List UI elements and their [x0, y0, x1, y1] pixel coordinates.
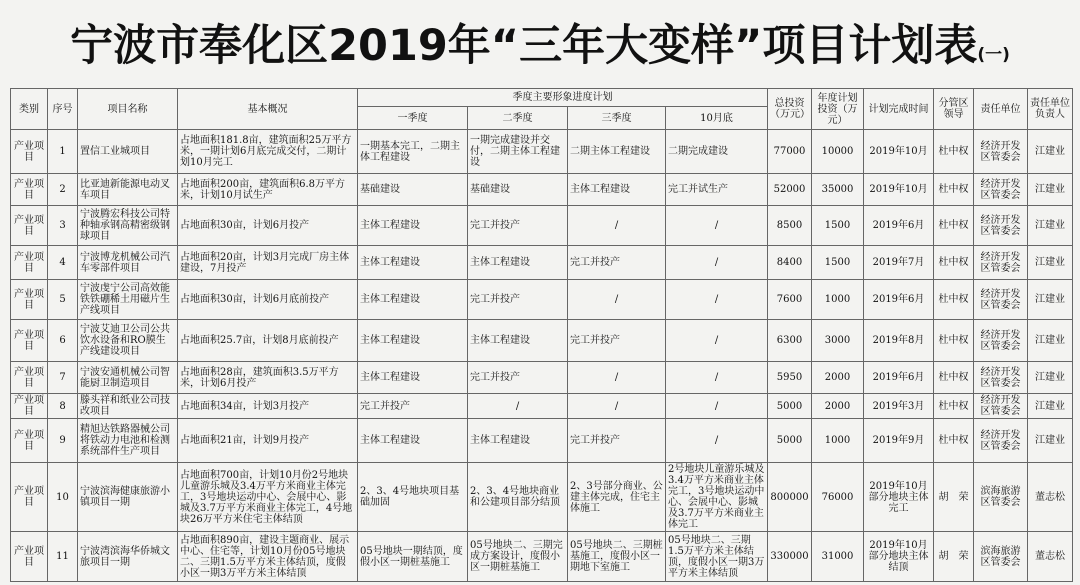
cell-total: 6300 [768, 320, 812, 362]
cell-completion: 2019年6月 [864, 206, 934, 246]
cell-oct: / [666, 246, 768, 280]
header-leader: 分管区领导 [934, 89, 974, 130]
table-row [11, 320, 1073, 362]
cell-unit: 经济开发区管委会 [974, 320, 1028, 362]
title-text: 宁波市奉化区2019年“三年大变样”项目计划表 [70, 20, 978, 71]
cell-completion: 2019年9月 [864, 419, 934, 463]
cell-unit: 经济开发区管委会 [974, 280, 1028, 320]
header-person: 责任单位负责人 [1028, 89, 1073, 130]
cell-q1: 主体工程建设 [358, 362, 468, 394]
cell-index: 8 [48, 394, 78, 419]
page-title-bar [0, 0, 1080, 84]
cell-person: 江建业 [1028, 394, 1073, 419]
cell-oct: / [666, 206, 768, 246]
cell-oct: / [666, 320, 768, 362]
header-q1: 一季度 [358, 107, 468, 130]
cell-person: 江建业 [1028, 130, 1073, 174]
cell-name: 精旭达铁路器械公司将铁动力电池和检测系统部件生产项目 [78, 419, 178, 463]
cell-person: 董志松 [1028, 463, 1073, 532]
cell-q3: / [568, 362, 666, 394]
cell-person: 江建业 [1028, 280, 1073, 320]
cell-q3: / [568, 280, 666, 320]
header-category: 类别 [11, 89, 48, 130]
cell-person: 江建业 [1028, 419, 1073, 463]
cell-leader: 杜中权 [934, 206, 974, 246]
cell-person: 江建业 [1028, 362, 1073, 394]
cell-completion: 2019年8月 [864, 320, 934, 362]
cell-person: 江建业 [1028, 174, 1073, 206]
cell-overview: 占地面积34亩，计划3月投产 [178, 394, 358, 419]
cell-q1: 主体工程建设 [358, 206, 468, 246]
cell-category: 产业项目 [11, 463, 48, 532]
header-oct: 10月底 [666, 107, 768, 130]
cell-overview: 占地面积21亩，计划9月投产 [178, 419, 358, 463]
cell-overview: 占地面积181.8亩，建筑面积25万平方米，一期计划6月底完成交付，二期计划10月完工 [178, 130, 358, 174]
cell-leader: 杜中权 [934, 362, 974, 394]
header-progress-group: 季度主要形象进度计划 [358, 89, 768, 107]
cell-overview: 占地面积30亩，计划6月底前投产 [178, 280, 358, 320]
cell-q2: / [468, 394, 568, 419]
cell-total: 77000 [768, 130, 812, 174]
cell-q3: 主体工程建设 [568, 174, 666, 206]
cell-completion: 2019年10月部分地块主体结顶 [864, 532, 934, 582]
cell-q1: 主体工程建设 [358, 419, 468, 463]
cell-category: 产业项目 [11, 419, 48, 463]
cell-q3: 完工并投产 [568, 419, 666, 463]
cell-unit: 经济开发区管委会 [974, 246, 1028, 280]
cell-q3: / [568, 394, 666, 419]
cell-q1: 完工并投产 [358, 394, 468, 419]
cell-name: 滕头祥和纸业公司技改项目 [78, 394, 178, 419]
cell-q3: 完工并投产 [568, 246, 666, 280]
cell-index: 9 [48, 419, 78, 463]
cell-completion: 2019年7月 [864, 246, 934, 280]
cell-annual: 1500 [812, 246, 864, 280]
cell-completion: 2019年10月部分地块主体完工 [864, 463, 934, 532]
header-annual: 年度计划投资（万元） [812, 89, 864, 130]
cell-name: 宁波虔宁公司高效能铁铁硼稀土用磁片生产线项目 [78, 280, 178, 320]
cell-category: 产业项目 [11, 532, 48, 582]
cell-oct: / [666, 394, 768, 419]
cell-person: 江建业 [1028, 320, 1073, 362]
cell-oct: / [666, 419, 768, 463]
table-row [11, 362, 1073, 394]
cell-unit: 滨海旅游区管委会 [974, 463, 1028, 532]
cell-index: 2 [48, 174, 78, 206]
cell-q2: 基础建设 [468, 174, 568, 206]
cell-person: 江建业 [1028, 246, 1073, 280]
table-row [11, 463, 1073, 532]
cell-q2: 完工并投产 [468, 362, 568, 394]
cell-total: 800000 [768, 463, 812, 532]
cell-overview: 占地面积890亩，建设主题商业、展示中心、住宅等，计划10月份05号地块二、三期1.5万平方米主体结顶，度假小区一期3万平方米主体结顶 [178, 532, 358, 582]
cell-unit: 经济开发区管委会 [974, 394, 1028, 419]
cell-q2: 主体工程建设 [468, 246, 568, 280]
cell-index: 1 [48, 130, 78, 174]
cell-q3: 2、3号部分商业、公建主体完成，住宅主体施工 [568, 463, 666, 532]
cell-q1: 2、3、4号地块项目基础加固 [358, 463, 468, 532]
cell-category: 产业项目 [11, 246, 48, 280]
cell-overview: 占地面积200亩，建筑面积6.8万平方米，计划10月试生产 [178, 174, 358, 206]
cell-leader: 杜中权 [934, 394, 974, 419]
cell-q1: 主体工程建设 [358, 280, 468, 320]
header-unit: 责任单位 [974, 89, 1028, 130]
cell-annual: 76000 [812, 463, 864, 532]
cell-oct: / [666, 280, 768, 320]
table-row [11, 419, 1073, 463]
cell-overview: 占地面积30亩，计划6月投产 [178, 206, 358, 246]
header-index: 序号 [48, 89, 78, 130]
cell-q3: 完工并投产 [568, 320, 666, 362]
cell-category: 产业项目 [11, 130, 48, 174]
cell-annual: 3000 [812, 320, 864, 362]
cell-annual: 10000 [812, 130, 864, 174]
header-name: 项目名称 [78, 89, 178, 130]
cell-category: 产业项目 [11, 206, 48, 246]
table-row [11, 130, 1073, 174]
header-q3: 三季度 [568, 107, 666, 130]
cell-q1: 主体工程建设 [358, 320, 468, 362]
header-total: 总投资（万元） [768, 89, 812, 130]
table-row [11, 532, 1073, 582]
header-q2: 二季度 [468, 107, 568, 130]
cell-total: 8400 [768, 246, 812, 280]
cell-q2: 一期完成建设并交付，二期主体工程建设 [468, 130, 568, 174]
table-row [11, 280, 1073, 320]
cell-leader: 杜中权 [934, 320, 974, 362]
cell-unit: 经济开发区管委会 [974, 206, 1028, 246]
cell-q1: 基础建设 [358, 174, 468, 206]
cell-total: 5000 [768, 394, 812, 419]
cell-unit: 滨海旅游区管委会 [974, 532, 1028, 582]
cell-name: 比亚迪新能源电动叉车项目 [78, 174, 178, 206]
cell-annual: 35000 [812, 174, 864, 206]
page-title [70, 12, 1010, 73]
cell-leader: 杜中权 [934, 130, 974, 174]
cell-completion: 2019年3月 [864, 394, 934, 419]
cell-q2: 主体工程建设 [468, 320, 568, 362]
cell-annual: 2000 [812, 394, 864, 419]
cell-unit: 经济开发区管委会 [974, 362, 1028, 394]
header-row-1 [11, 89, 1073, 107]
cell-oct: 完工并试生产 [666, 174, 768, 206]
header-completion: 计划完成时间 [864, 89, 934, 130]
cell-q1: 一期基本完工，二期主体工程建设 [358, 130, 468, 174]
table-row [11, 206, 1073, 246]
cell-oct: / [666, 362, 768, 394]
cell-name: 宁波博龙机械公司汽车零部件项目 [78, 246, 178, 280]
cell-name: 置信工业城项目 [78, 130, 178, 174]
cell-index: 10 [48, 463, 78, 532]
cell-q3: / [568, 206, 666, 246]
cell-category: 产业项目 [11, 362, 48, 394]
cell-q2: 05号地块二、三期完成方案设计，度假小区一期桩基施工 [468, 532, 568, 582]
cell-category: 产业项目 [11, 174, 48, 206]
table-row [11, 174, 1073, 206]
cell-q1: 主体工程建设 [358, 246, 468, 280]
cell-name: 宁波艾迪卫公司公共饮水设备和RO膜生产线建设项目 [78, 320, 178, 362]
cell-category: 产业项目 [11, 394, 48, 419]
cell-oct: 2号地块儿童游乐城及3.4万平方米商业主体完工，3号地块运动中心、会展中心、影城及3.7万平方米商业主体完工 [666, 463, 768, 532]
cell-total: 8500 [768, 206, 812, 246]
cell-unit: 经济开发区管委会 [974, 419, 1028, 463]
cell-leader: 杜中权 [934, 174, 974, 206]
cell-index: 11 [48, 532, 78, 582]
cell-category: 产业项目 [11, 280, 48, 320]
cell-oct: 05号地块二、三期1.5万平方米主体结顶，度假小区一期3万平方米主体结顶 [666, 532, 768, 582]
cell-q3: 05号地块二、三期桩基施工，度假小区一期地下室施工 [568, 532, 666, 582]
cell-completion: 2019年6月 [864, 362, 934, 394]
project-table [10, 88, 1073, 582]
cell-overview: 占地面积28亩，建筑面积3.5万平方米，计划6月投产 [178, 362, 358, 394]
cell-index: 4 [48, 246, 78, 280]
cell-annual: 1500 [812, 206, 864, 246]
cell-total: 7600 [768, 280, 812, 320]
cell-oct: 二期完成建设 [666, 130, 768, 174]
cell-person: 江建业 [1028, 206, 1073, 246]
table-wrapper [10, 88, 1072, 582]
cell-q2: 主体工程建设 [468, 419, 568, 463]
cell-total: 52000 [768, 174, 812, 206]
table-row [11, 246, 1073, 280]
cell-name: 宁波滨海健康旅游小镇项目一期 [78, 463, 178, 532]
cell-q2: 2、3、4号地块商业和公建项目部分结顶 [468, 463, 568, 532]
cell-category: 产业项目 [11, 320, 48, 362]
cell-leader: 胡 荣 [934, 463, 974, 532]
table-body [11, 130, 1073, 582]
cell-overview: 占地面积20亩，计划3月完成厂房主体建设，7月投产 [178, 246, 358, 280]
cell-name: 宁波腾宏科技公司特种轴承钢高精密级钢球项目 [78, 206, 178, 246]
cell-annual: 31000 [812, 532, 864, 582]
cell-completion: 2019年6月 [864, 280, 934, 320]
cell-q1: 05号地块一期结顶，度假小区一期桩基施工 [358, 532, 468, 582]
cell-index: 6 [48, 320, 78, 362]
cell-annual: 1000 [812, 419, 864, 463]
cell-name: 宁波湾滨海华侨城文旅项目一期 [78, 532, 178, 582]
cell-total: 5000 [768, 419, 812, 463]
title-suffix: (一) [977, 44, 1010, 65]
cell-overview: 占地面积25.7亩，计划8月底前投产 [178, 320, 358, 362]
table-row [11, 394, 1073, 419]
cell-q3: 二期主体工程建设 [568, 130, 666, 174]
cell-q2: 完工并投产 [468, 280, 568, 320]
cell-person: 董志松 [1028, 532, 1073, 582]
cell-index: 3 [48, 206, 78, 246]
cell-index: 7 [48, 362, 78, 394]
cell-leader: 胡 荣 [934, 532, 974, 582]
cell-overview: 占地面积700亩，计划10月份2号地块儿童游乐城及3.4万平方米商业主体完工，3号地块运动中心、会展中心、影城及3.7万平方米商业主体完工，4号地块26万平方米住宅主体结顶 [178, 463, 358, 532]
header-overview: 基本概况 [178, 89, 358, 130]
cell-completion: 2019年10月 [864, 130, 934, 174]
cell-unit: 经济开发区管委会 [974, 130, 1028, 174]
cell-annual: 2000 [812, 362, 864, 394]
cell-leader: 杜中权 [934, 280, 974, 320]
cell-unit: 经济开发区管委会 [974, 174, 1028, 206]
cell-completion: 2019年10月 [864, 174, 934, 206]
cell-name: 宁波安通机械公司智能厨卫制造项目 [78, 362, 178, 394]
cell-annual: 1000 [812, 280, 864, 320]
cell-leader: 杜中权 [934, 246, 974, 280]
cell-total: 330000 [768, 532, 812, 582]
cell-leader: 杜中权 [934, 419, 974, 463]
cell-index: 5 [48, 280, 78, 320]
cell-q2: 完工并投产 [468, 206, 568, 246]
cell-total: 5950 [768, 362, 812, 394]
